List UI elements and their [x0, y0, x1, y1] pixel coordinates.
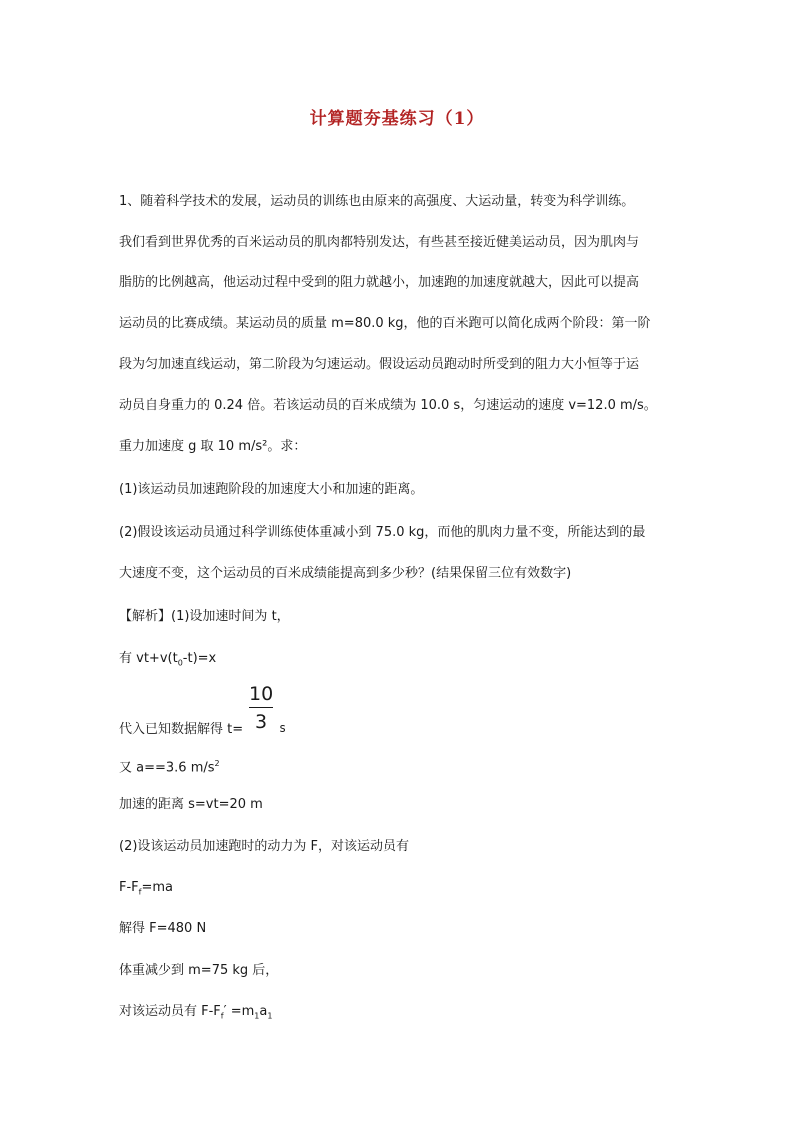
problem-line-3: 脂肪的比例越高，他运动过程中受到的阻力就越小，加速跑的加速度就越大，因此可以提高	[119, 275, 640, 290]
solution-intro: (1)设加速时间为 t，	[171, 609, 290, 624]
eq2-prefix: 代入已知数据解得 t=	[119, 722, 244, 737]
problem-line-5: 段为匀加速直线运动，第二阶段为匀速运动。假设运动员跑动时所受到的阻力大小恒等于运	[119, 357, 640, 372]
solution-intro-line	[119, 608, 290, 626]
eq3-prefix: 又 a==3.6 m/s	[119, 760, 215, 776]
question-1: (1)该运动员加速跑阶段的加速度大小和加速的距离。	[119, 482, 424, 497]
eq8-mid: ′ =m	[223, 1004, 255, 1019]
fraction-bar	[249, 707, 273, 708]
solution-heading: 【解析】	[119, 609, 172, 624]
equation-7: 体重减少到 m=75 kg 后，	[119, 963, 279, 978]
problem-line-6: 动员自身重力的 0.24 倍。若该运动员的百米成绩为 10.0 s，匀速运动的速度 v=12.0 m/s。	[119, 398, 657, 413]
eq8-sub: f	[220, 1011, 224, 1021]
problem-line-2: 我们看到世界优秀的百米运动员的肌肉都特别发达，有些甚至接近健美运动员，因为肌肉与	[119, 235, 640, 250]
page-title: 计算题夯基练习（1）	[309, 109, 485, 129]
equation-8	[119, 1003, 272, 1026]
eq1-prefix: 有 vt+v(t	[119, 651, 178, 666]
eq1-suffix: -t)=x	[182, 651, 217, 666]
problem-line-4: 运动员的比赛成绩。某运动员的质量 m=80.0 kg，他的百米跑可以简化成两个阶段：第一阶	[119, 316, 651, 331]
eq2-unit: s	[279, 721, 287, 735]
equation-4: 加速的距离 s=vt=20 m	[119, 797, 263, 812]
problem-line-7: 重力加速度 g 取 10 m/s²。求：	[119, 439, 307, 454]
fraction-denominator: 3	[254, 711, 268, 733]
eq8-sub3: 1	[267, 1011, 273, 1021]
fraction-numerator: 10	[249, 683, 274, 705]
equation-6: 解得 F=480 N	[119, 921, 207, 936]
eq5-sub: f	[138, 887, 142, 897]
eq8-sub2: 1	[254, 1011, 260, 1021]
equation-2	[119, 721, 243, 739]
eq5-prefix: F-F	[119, 880, 139, 895]
eq8-prefix: 对该运动员有 F-F	[119, 1004, 221, 1019]
eq5-suffix: =ma	[141, 880, 174, 895]
equation-5	[119, 879, 173, 902]
eq3-sup: 2	[214, 759, 220, 768]
part-2-intro: (2)设该运动员加速跑时的动力为 F，对该运动员有	[119, 839, 410, 854]
eq8-mid2: a	[259, 1004, 268, 1019]
question-2-line-1: (2)假设该运动员通过科学训练使体重减小到 75.0 kg，而他的肌肉力量不变，所能达到的最	[119, 525, 646, 540]
fraction-ten-thirds	[249, 682, 273, 734]
eq1-sub: 0	[177, 658, 183, 668]
equation-1	[119, 650, 216, 673]
equation-3	[119, 755, 220, 777]
problem-line-1: 1、随着科学技术的发展，运动员的训练也由原来的高强度、大运动量，转变为科学训练。	[119, 194, 635, 209]
question-2-line-2: 大速度不变，这个运动员的百米成绩能提高到多少秒？(结果保留三位有效数字)	[119, 566, 572, 581]
